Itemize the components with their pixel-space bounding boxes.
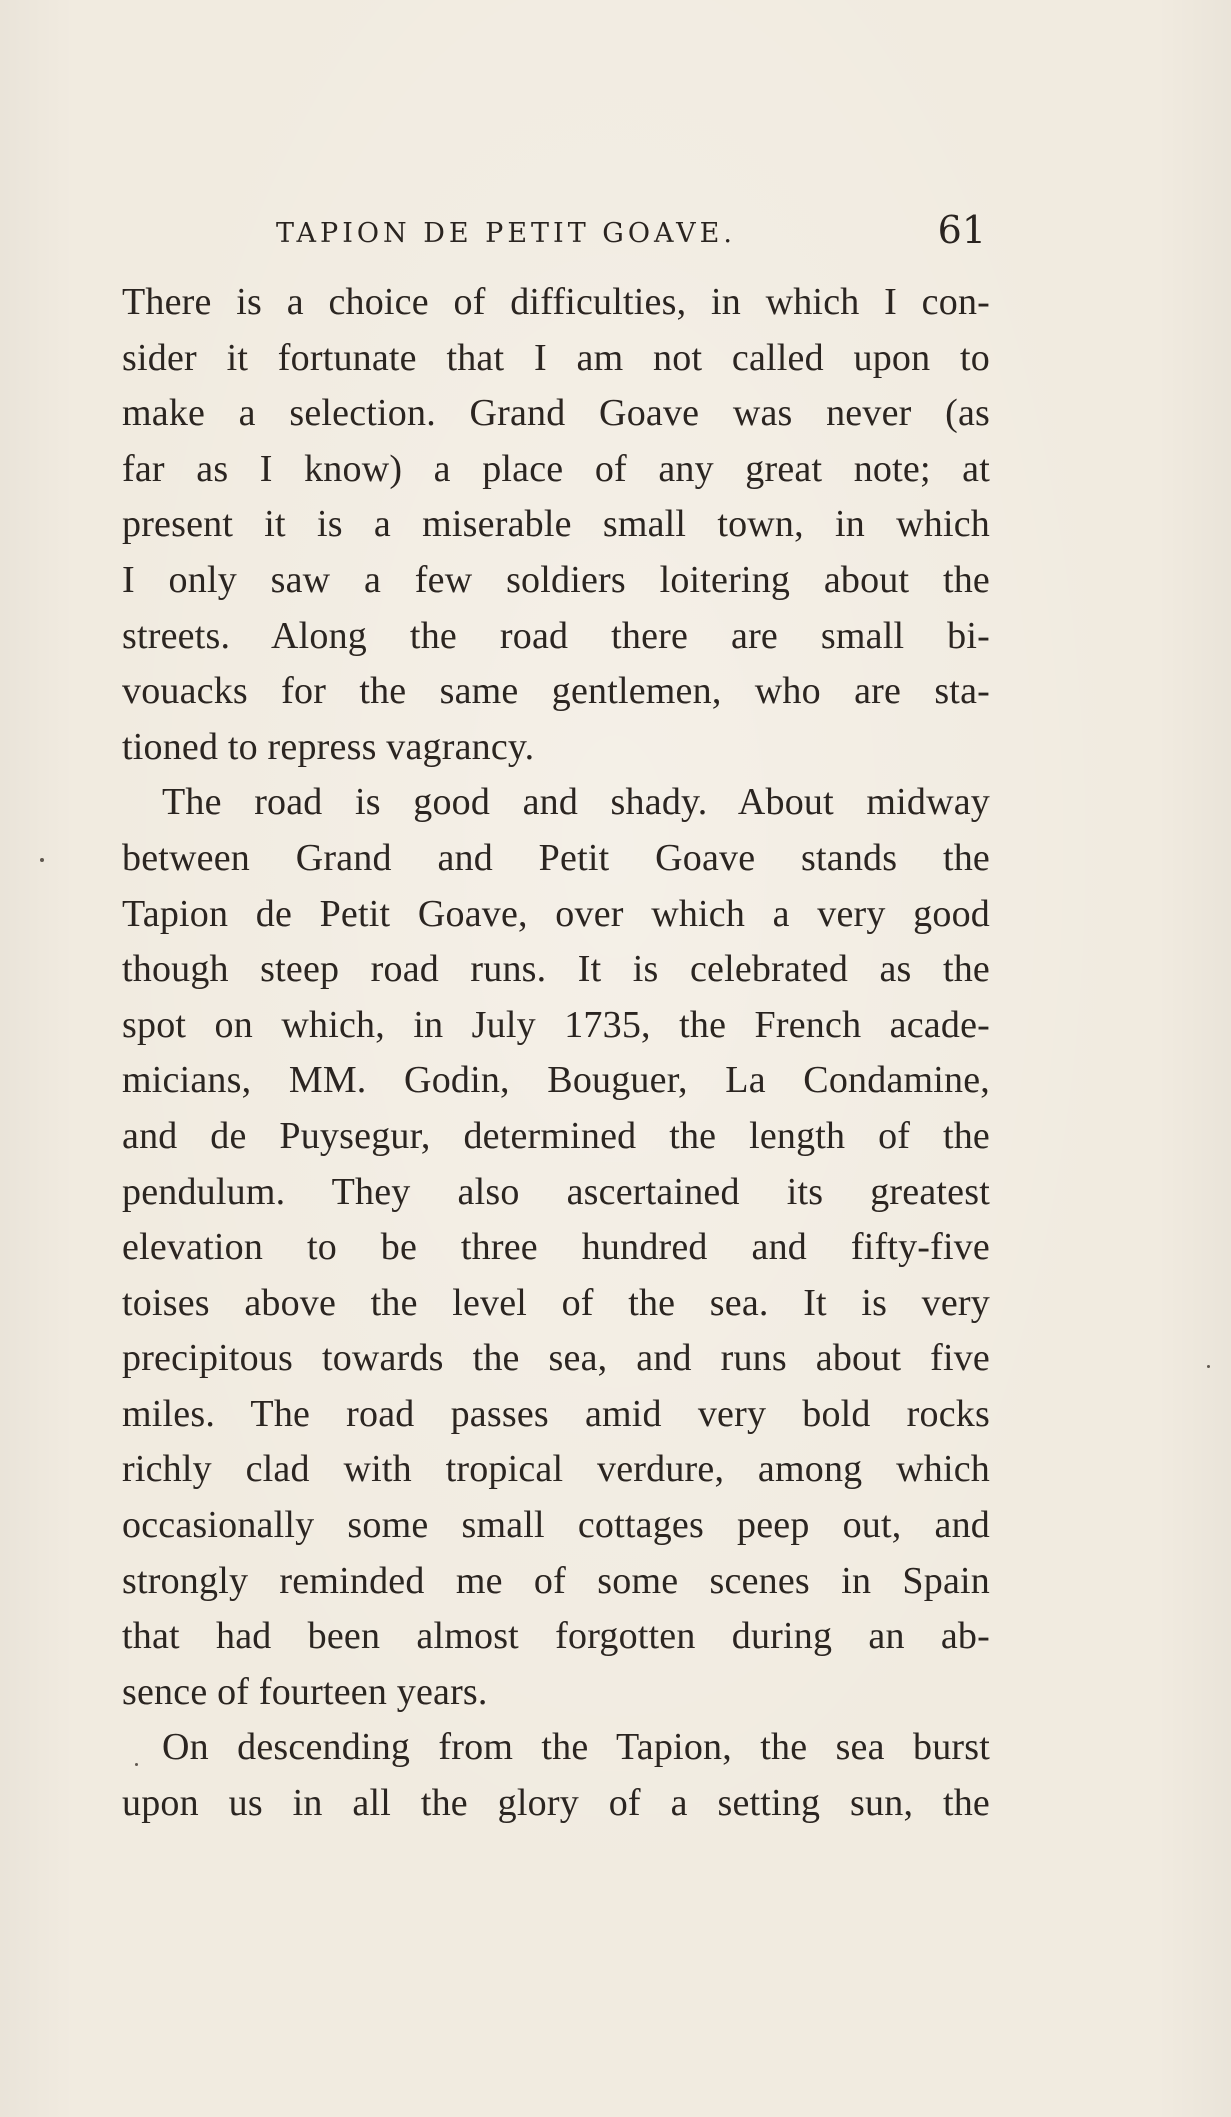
text-line: The road is good and shady. About midway: [162, 781, 990, 824]
text-line: strongly reminded me of some scenes in Spain: [122, 1559, 990, 1602]
text-line: miles. The road passes amid very bold rocks: [122, 1392, 990, 1435]
text-line: and de Puysegur, determined the length of the: [122, 1114, 990, 1157]
text-line: precipitous towards the sea, and runs about five: [122, 1337, 990, 1380]
text-line: streets. Along the road there are small bi-: [122, 614, 990, 657]
text-line: upon us in all the glory of a setting sun, the: [122, 1782, 990, 1825]
text-line: between Grand and Petit Goave stands the: [122, 836, 990, 879]
text-line: toises above the level of the sea. It is very: [122, 1281, 990, 1324]
paper-speck: [135, 1763, 138, 1766]
text-line: micians, MM. Godin, Bouguer, La Condamine,: [122, 1059, 990, 1102]
text-line: sence of fourteen years.: [122, 1670, 488, 1713]
text-line: richly clad with tropical verdure, among which: [122, 1448, 990, 1491]
text-line: On descending from the Tapion, the sea burst: [162, 1726, 990, 1769]
paper-speck: [1207, 1365, 1210, 1368]
running-head: TAPION DE PETIT GOAVE.: [276, 218, 736, 249]
text-line: Tapion de Petit Goave, over which a very good: [122, 892, 990, 935]
page-number: 61: [937, 208, 986, 252]
text-line: There is a choice of difficulties, in which I con-: [122, 281, 990, 323]
text-line: pendulum. They also ascertained its greatest: [122, 1170, 990, 1213]
page-header: [276, 210, 986, 260]
paper-speck: [40, 858, 44, 862]
text-line: occasionally some small cottages peep out, and: [122, 1504, 990, 1547]
body-text: [122, 275, 990, 1832]
text-line: though steep road runs. It is celebrated as the: [122, 948, 990, 991]
text-line: elevation to be three hundred and fifty-five: [122, 1226, 990, 1269]
text-line: spot on which, in July 1735, the French acade-: [122, 1003, 990, 1046]
text-line: vouacks for the same gentlemen, who are sta-: [122, 670, 990, 713]
text-line: that had been almost forgotten during an ab-: [122, 1615, 990, 1658]
text-line: far as I know) a place of any great note; at: [122, 447, 990, 490]
text-line: make a selection. Grand Goave was never (as: [122, 392, 990, 435]
text-line: present it is a miserable small town, in which: [122, 503, 990, 546]
text-line: sider it fortunate that I am not called upon to: [122, 336, 990, 379]
text-line: I only saw a few soldiers loitering about the: [122, 558, 990, 601]
text-line: tioned to repress vagrancy.: [122, 725, 535, 768]
